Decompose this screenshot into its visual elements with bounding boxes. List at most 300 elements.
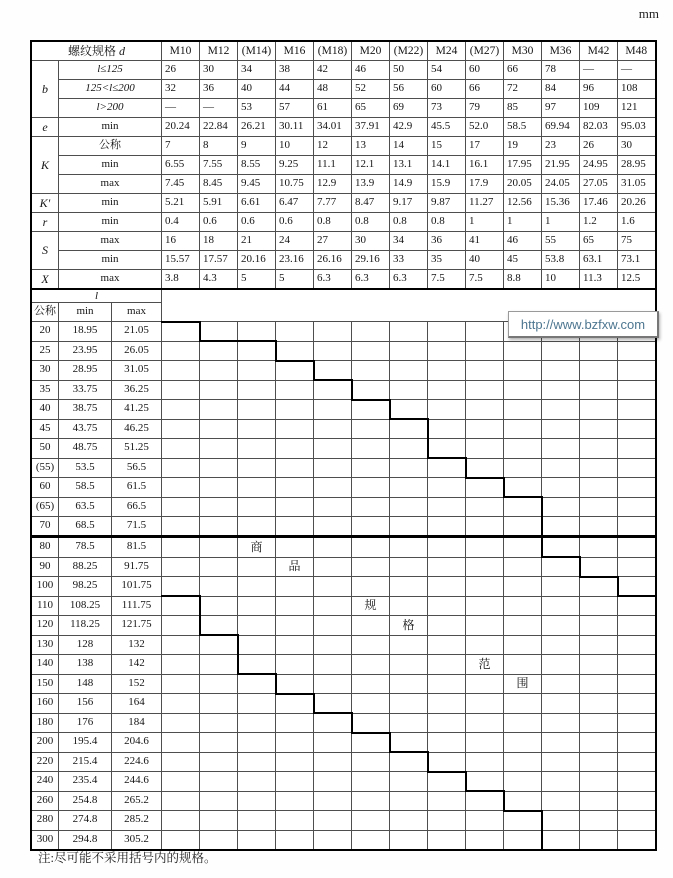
- l-nominal-cell: 70: [31, 517, 59, 537]
- data-cell: 50: [390, 61, 428, 80]
- table-row: [31, 674, 656, 694]
- table-row: [31, 713, 656, 733]
- grid-cell: [238, 635, 276, 655]
- l-nominal-cell: 180: [31, 713, 59, 733]
- table-row: [31, 213, 656, 232]
- grid-cell: [162, 791, 200, 811]
- row-sub-label: max: [59, 175, 162, 194]
- data-cell: 13.1: [390, 156, 428, 175]
- data-cell: 84: [542, 80, 580, 99]
- grid-cell: [162, 557, 200, 577]
- data-cell: 15.57: [162, 251, 200, 270]
- table-row: [31, 830, 656, 850]
- l-min-cell: 48.75: [59, 439, 112, 459]
- grid-cell: [276, 713, 314, 733]
- grid-cell: [466, 713, 504, 733]
- row-group-label: X: [31, 270, 59, 290]
- grid-cell: [618, 361, 656, 381]
- grid-cell: [352, 674, 390, 694]
- data-cell: 1: [466, 213, 504, 232]
- thread-spec-header: 螺纹规格 d: [31, 41, 162, 61]
- grid-cell: [276, 694, 314, 714]
- data-cell: 23.16: [276, 251, 314, 270]
- l-section-header: l: [31, 289, 162, 303]
- grid-cell: [618, 517, 656, 537]
- grid-cell: [580, 830, 618, 850]
- grid-cell: [504, 439, 542, 459]
- data-cell: 34: [238, 61, 276, 80]
- l-nominal-cell: 150: [31, 674, 59, 694]
- l-max-cell: 152: [112, 674, 162, 694]
- grid-cell: [314, 517, 352, 537]
- table-row: [31, 694, 656, 714]
- l-min-cell: 58.5: [59, 478, 112, 498]
- grid-cell: [580, 791, 618, 811]
- grid-cell: [504, 478, 542, 498]
- l-min-cell: 274.8: [59, 811, 112, 831]
- data-cell: 45.5: [428, 118, 466, 137]
- l-nominal-cell: 20: [31, 322, 59, 342]
- data-cell: 85: [504, 99, 542, 118]
- data-cell: 5.91: [200, 194, 238, 213]
- data-cell: 56: [390, 80, 428, 99]
- grid-cell: [238, 596, 276, 616]
- grid-cell: [580, 635, 618, 655]
- data-cell: 0.6: [238, 213, 276, 232]
- row-sub-label: min: [59, 251, 162, 270]
- grid-cell: [466, 694, 504, 714]
- data-cell: 15.36: [542, 194, 580, 213]
- grid-cell: [238, 811, 276, 831]
- grid-cell: [466, 557, 504, 577]
- l-max-cell: 132: [112, 635, 162, 655]
- data-cell: 66: [466, 80, 504, 99]
- data-cell: 82.03: [580, 118, 618, 137]
- grid-cell: [162, 439, 200, 459]
- grid-cell: [504, 713, 542, 733]
- row-sub-label: l>200: [59, 99, 162, 118]
- data-cell: 7.55: [200, 156, 238, 175]
- grid-cell: [618, 596, 656, 616]
- data-cell: 57: [276, 99, 314, 118]
- row-sub-label: max: [59, 232, 162, 251]
- grid-cell: [466, 517, 504, 537]
- grid-cell: [580, 694, 618, 714]
- grid-cell: [466, 478, 504, 498]
- table-row: [31, 361, 656, 381]
- data-cell: 12.9: [314, 175, 352, 194]
- grid-cell: [276, 537, 314, 558]
- grid-cell: [466, 497, 504, 517]
- grid-cell: [200, 497, 238, 517]
- grid-cell: [466, 811, 504, 831]
- grid-cell: [352, 791, 390, 811]
- data-cell: 8: [200, 137, 238, 156]
- grid-cell: [314, 635, 352, 655]
- grid-cell: [466, 616, 504, 636]
- grid-cell: [352, 713, 390, 733]
- grid-cell: [162, 517, 200, 537]
- grid-cell: [618, 655, 656, 675]
- table-row: [31, 772, 656, 792]
- grid-cell: [542, 791, 580, 811]
- l-min-cell: 176: [59, 713, 112, 733]
- grid-cell: [542, 419, 580, 439]
- l-nominal-cell: 80: [31, 537, 59, 558]
- row-sub-label: max: [59, 270, 162, 290]
- table-row: [31, 194, 656, 213]
- data-cell: 17: [466, 137, 504, 156]
- data-cell: 26.16: [314, 251, 352, 270]
- data-cell: 0.8: [314, 213, 352, 232]
- grid-cell: [390, 713, 428, 733]
- table-row: [31, 458, 656, 478]
- grid-cell: [618, 694, 656, 714]
- data-cell: 9.17: [390, 194, 428, 213]
- grid-cell: [352, 772, 390, 792]
- grid-cell: [504, 497, 542, 517]
- grid-cell: [542, 811, 580, 831]
- grid-cell: [238, 478, 276, 498]
- data-cell: 36: [428, 232, 466, 251]
- grid-cell: [390, 361, 428, 381]
- grid-cell: [352, 322, 390, 342]
- grid-cell: [504, 577, 542, 597]
- grid-cell: [428, 439, 466, 459]
- grid-cell: [542, 733, 580, 753]
- data-cell: 6.3: [390, 270, 428, 290]
- row-sub-label: min: [59, 213, 162, 232]
- l-nominal-cell: 280: [31, 811, 59, 831]
- grid-cell: [580, 655, 618, 675]
- data-cell: 20.24: [162, 118, 200, 137]
- grid-cell: [314, 694, 352, 714]
- table-row: [31, 137, 656, 156]
- data-cell: 52: [352, 80, 390, 99]
- table-row: [31, 251, 656, 270]
- grid-cell: [352, 830, 390, 850]
- grid-cell: [238, 713, 276, 733]
- grid-cell: [276, 596, 314, 616]
- grid-cell: [276, 380, 314, 400]
- data-cell: 7.77: [314, 194, 352, 213]
- l-min-cell: 156: [59, 694, 112, 714]
- grid-cell: [276, 341, 314, 361]
- grid-cell: [314, 361, 352, 381]
- l-min-cell: 148: [59, 674, 112, 694]
- grid-cell: [542, 616, 580, 636]
- grid-cell: [504, 458, 542, 478]
- data-cell: 10.75: [276, 175, 314, 194]
- l-min-cell: 254.8: [59, 791, 112, 811]
- l-nominal-cell: 40: [31, 400, 59, 420]
- data-cell: 26: [580, 137, 618, 156]
- data-cell: 7.45: [162, 175, 200, 194]
- grid-cell: [428, 772, 466, 792]
- data-cell: 26: [162, 61, 200, 80]
- grid-cell: [352, 733, 390, 753]
- l-nominal-cell: 240: [31, 772, 59, 792]
- l-nominal-cell: 35: [31, 380, 59, 400]
- grid-cell: [618, 713, 656, 733]
- l-max-cell: 91.75: [112, 557, 162, 577]
- grid-cell: [238, 791, 276, 811]
- data-cell: 33: [390, 251, 428, 270]
- grid-cell: [162, 616, 200, 636]
- grid-cell: [466, 772, 504, 792]
- data-cell: 42: [314, 61, 352, 80]
- data-cell: 5: [276, 270, 314, 290]
- grid-cell: [428, 616, 466, 636]
- column-header: M48: [618, 41, 656, 61]
- data-cell: 109: [580, 99, 618, 118]
- grid-cell: [162, 830, 200, 850]
- data-cell: 1: [504, 213, 542, 232]
- row-group-label: K: [31, 137, 59, 194]
- grid-cell: [428, 400, 466, 420]
- grid-cell: [542, 400, 580, 420]
- l-nominal-cell: 260: [31, 791, 59, 811]
- grid-cell: [390, 341, 428, 361]
- grid-cell: [238, 557, 276, 577]
- grid-cell: [618, 577, 656, 597]
- grid-cell: [466, 733, 504, 753]
- table-row: [31, 577, 656, 597]
- grid-cell: [390, 537, 428, 558]
- grid-cell: [542, 361, 580, 381]
- grid-cell: [352, 752, 390, 772]
- data-cell: 6.55: [162, 156, 200, 175]
- grid-cell: [580, 616, 618, 636]
- l-nominal-cell: 25: [31, 341, 59, 361]
- data-cell: 8.47: [352, 194, 390, 213]
- grid-cell: [276, 811, 314, 831]
- data-cell: 53: [238, 99, 276, 118]
- data-cell: 55: [542, 232, 580, 251]
- grid-cell: [200, 635, 238, 655]
- grid-cell: [238, 655, 276, 675]
- grid-cell: [542, 752, 580, 772]
- grid-cell: [314, 811, 352, 831]
- grid-cell: [466, 439, 504, 459]
- grid-cell: [580, 341, 618, 361]
- grid-cell: [504, 752, 542, 772]
- grid-cell: [542, 458, 580, 478]
- grid-cell: [276, 517, 314, 537]
- grid-cell: [314, 322, 352, 342]
- data-cell: 61: [314, 99, 352, 118]
- grid-cell: [352, 341, 390, 361]
- grid-cell: [618, 674, 656, 694]
- grid-cell: [200, 577, 238, 597]
- l-nominal-cell: 90: [31, 557, 59, 577]
- grid-cell: [314, 577, 352, 597]
- grid-cell: [276, 733, 314, 753]
- grid-cell: [276, 830, 314, 850]
- grid-cell: [618, 791, 656, 811]
- grid-cell: [580, 419, 618, 439]
- l-min-cell: 118.25: [59, 616, 112, 636]
- grid-cell: [466, 458, 504, 478]
- grid-cell: [466, 361, 504, 381]
- grid-cell: [504, 537, 542, 558]
- grid-cell: [542, 380, 580, 400]
- grid-cell: [504, 517, 542, 537]
- data-cell: 0.4: [162, 213, 200, 232]
- grid-cell: [390, 419, 428, 439]
- data-cell: 30: [200, 61, 238, 80]
- data-cell: 24.05: [542, 175, 580, 194]
- data-cell: 13.9: [352, 175, 390, 194]
- grid-cell: [162, 497, 200, 517]
- data-cell: 34: [390, 232, 428, 251]
- grid-cell: [428, 361, 466, 381]
- l-min-cell: 108.25: [59, 596, 112, 616]
- data-cell: 48: [314, 80, 352, 99]
- data-cell: —: [200, 99, 238, 118]
- data-cell: 97: [542, 99, 580, 118]
- data-cell: 12.1: [352, 156, 390, 175]
- grid-cell: [238, 577, 276, 597]
- grid-cell: [200, 400, 238, 420]
- grid-cell: [542, 713, 580, 733]
- table-row: [31, 517, 656, 537]
- grid-cell: [314, 752, 352, 772]
- data-cell: 72: [504, 80, 542, 99]
- watermark-stamp: [508, 311, 659, 338]
- grid-cell: [200, 517, 238, 537]
- grid-cell: [504, 616, 542, 636]
- data-cell: —: [162, 99, 200, 118]
- grid-cell: [314, 380, 352, 400]
- data-cell: 9: [238, 137, 276, 156]
- unit-label: mm: [638, 6, 659, 21]
- grid-cell: [200, 733, 238, 753]
- table-row: [31, 341, 656, 361]
- grid-cell: [276, 752, 314, 772]
- data-cell: 18: [200, 232, 238, 251]
- data-cell: 17.95: [504, 156, 542, 175]
- grid-cell: [238, 694, 276, 714]
- data-cell: 21: [238, 232, 276, 251]
- grid-cell: [580, 577, 618, 597]
- grid-cell: [352, 419, 390, 439]
- l-max-cell: 46.25: [112, 419, 162, 439]
- data-cell: 8.8: [504, 270, 542, 290]
- grid-cell: [428, 537, 466, 558]
- grid-cell: [276, 674, 314, 694]
- grid-cell: [504, 811, 542, 831]
- grid-cell: [276, 400, 314, 420]
- data-cell: 6.47: [276, 194, 314, 213]
- grid-cell: [314, 419, 352, 439]
- grid-cell: [466, 791, 504, 811]
- grid-cell: [618, 439, 656, 459]
- l-max-cell: 142: [112, 655, 162, 675]
- grid-cell: [390, 733, 428, 753]
- grid-cell: [428, 811, 466, 831]
- grid-cell: [580, 380, 618, 400]
- l-sub-header: 公称: [31, 303, 59, 322]
- data-cell: 75: [618, 232, 656, 251]
- grid-cell: [390, 674, 428, 694]
- data-cell: 1.6: [618, 213, 656, 232]
- range-label-char: 品: [276, 557, 314, 577]
- data-cell: 35: [428, 251, 466, 270]
- grid-cell: [162, 380, 200, 400]
- data-cell: 65: [352, 99, 390, 118]
- grid-cell: [238, 616, 276, 636]
- data-cell: 1: [542, 213, 580, 232]
- grid-cell: [504, 419, 542, 439]
- grid-cell: [466, 322, 504, 342]
- grid-cell: [390, 635, 428, 655]
- row-sub-label: 公称: [59, 137, 162, 156]
- grid-cell: [466, 752, 504, 772]
- data-cell: 1.2: [580, 213, 618, 232]
- grid-cell: [542, 577, 580, 597]
- data-cell: 5.21: [162, 194, 200, 213]
- grid-cell: [580, 752, 618, 772]
- data-cell: 37.91: [352, 118, 390, 137]
- grid-cell: [390, 380, 428, 400]
- data-cell: 65: [580, 232, 618, 251]
- grid-cell: [162, 811, 200, 831]
- column-header: (M18): [314, 41, 352, 61]
- grid-cell: [580, 517, 618, 537]
- data-cell: 24: [276, 232, 314, 251]
- grid-cell: [428, 674, 466, 694]
- grid-cell: [314, 439, 352, 459]
- data-cell: 24.95: [580, 156, 618, 175]
- l-nominal-cell: 45: [31, 419, 59, 439]
- l-nominal-cell: 200: [31, 733, 59, 753]
- data-cell: 12: [314, 137, 352, 156]
- l-nominal-cell: (55): [31, 458, 59, 478]
- table-row: [31, 156, 656, 175]
- table-row: [31, 791, 656, 811]
- data-cell: 12.5: [618, 270, 656, 290]
- l-min-cell: 128: [59, 635, 112, 655]
- grid-cell: [390, 596, 428, 616]
- data-cell: 0.8: [428, 213, 466, 232]
- grid-cell: [390, 752, 428, 772]
- grid-cell: [314, 596, 352, 616]
- l-min-cell: 98.25: [59, 577, 112, 597]
- grid-cell: [618, 458, 656, 478]
- grid-cell: [162, 772, 200, 792]
- data-cell: 17.9: [466, 175, 504, 194]
- l-min-cell: 195.4: [59, 733, 112, 753]
- grid-cell: [580, 557, 618, 577]
- data-cell: 0.8: [390, 213, 428, 232]
- grid-cell: [618, 341, 656, 361]
- data-cell: 4.3: [200, 270, 238, 290]
- grid-cell: [428, 752, 466, 772]
- grid-cell: [504, 596, 542, 616]
- grid-cell: [428, 478, 466, 498]
- grid-cell: [580, 713, 618, 733]
- table-row: [31, 655, 656, 675]
- l-max-cell: 164: [112, 694, 162, 714]
- grid-cell: [200, 458, 238, 478]
- grid-cell: [542, 674, 580, 694]
- l-max-cell: 285.2: [112, 811, 162, 831]
- grid-cell: [542, 830, 580, 850]
- grid-cell: [352, 557, 390, 577]
- grid-cell: [238, 380, 276, 400]
- grid-cell: [428, 635, 466, 655]
